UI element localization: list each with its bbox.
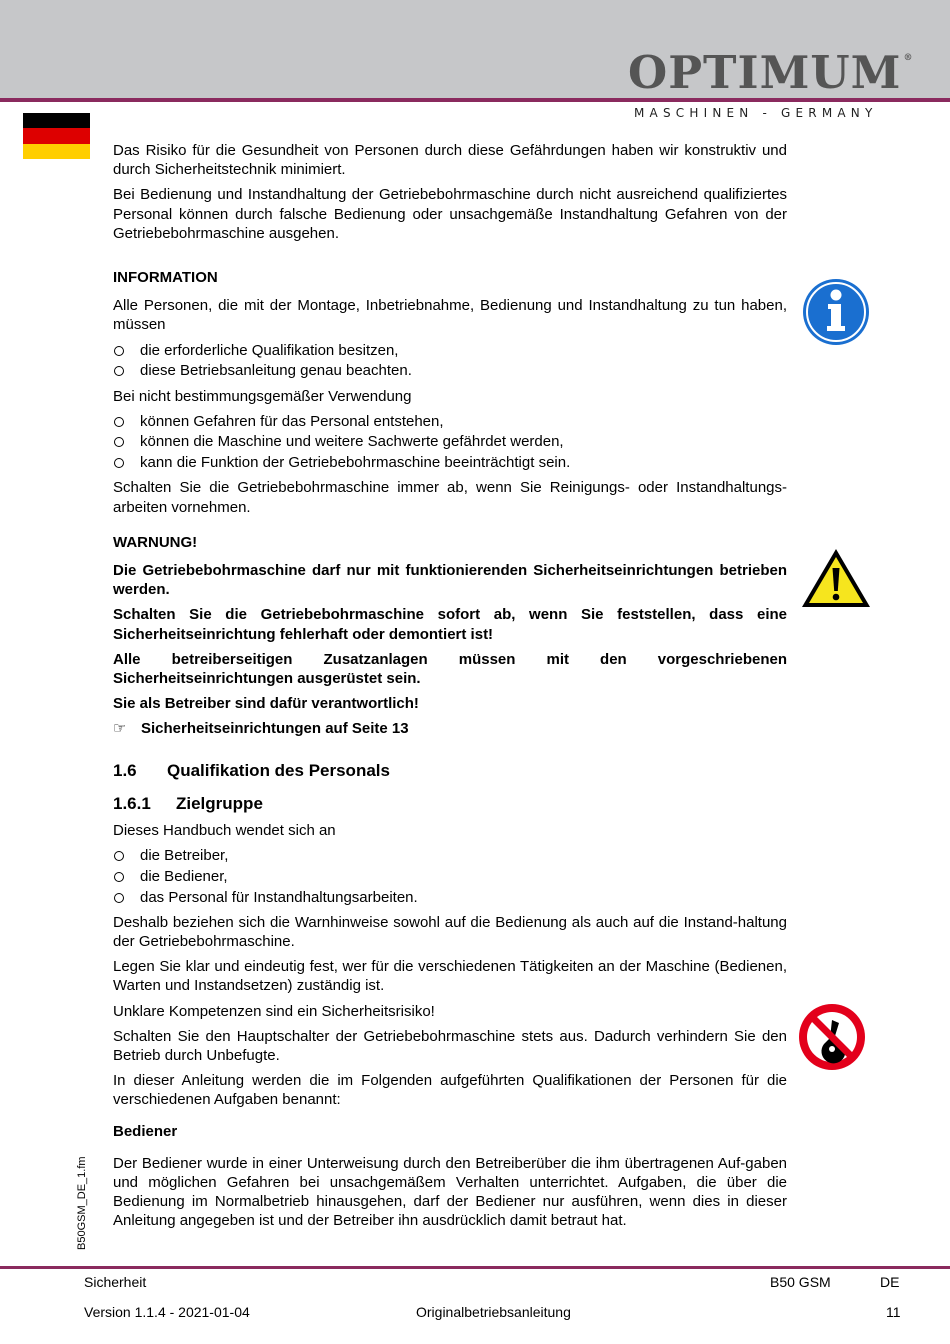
brand-logo: OPTIMUM ® [628,46,914,99]
warning-paragraph: Die Getriebebohrmaschine darf nur mit funktionierenden Sicherheitseinrichtungen betrieben werden. [113,561,787,599]
cross-reference[interactable] [113,719,787,738]
paragraph: Alle Personen, die mit der Montage, Inbetriebnahme, Bedienung und Instandhaltung zu tun haben, müssen [113,297,787,334]
warning-triangle-icon [800,546,872,610]
subsection-heading: 1.6.1 Zielgruppe [113,793,263,813]
paragraph: Dieses Handbuch wendet sich an [113,821,336,839]
paragraph: In dieser Anleitung werden die im Folgenden aufgeführten Qualifikationen der Personen für die verschiedenen Aufgaben benannt: [113,1072,787,1109]
footer-section: Sicherheit [84,1274,147,1290]
footer-model: B50 GSM [770,1274,831,1290]
brand-subtitle: MASCHINEN - GERMANY [634,106,878,120]
warning-heading: WARNUNG! [113,533,198,551]
section-heading: 1.6 Qualifikation des Personals [113,760,390,780]
list-item: die Betreiber, [113,846,787,865]
german-flag-icon [23,113,90,159]
list-item: können Gefahren für das Personal entstehen, [113,412,787,431]
paragraph: Unklare Kompetenzen sind ein Sicherheitsrisiko! [113,1002,435,1020]
info-list-2 [113,412,787,473]
warning-paragraph: Sie als Betreiber sind dafür verantwortlich! [113,695,419,713]
paragraph: Bei nicht bestimmungsgemäßer Verwendung [113,387,412,405]
page-number: 11 [886,1304,901,1320]
warning-paragraph: Schalten Sie die Getriebebohrmaschine sofort ab, wenn Sie feststellen, dass eine Sicherheitseinrichtung fehlerhaft oder demontiert ist! [113,606,787,643]
footer-divider [0,1266,950,1269]
footer-doc-type: Originalbetriebsanleitung [416,1304,571,1320]
paragraph: Schalten Sie den Hauptschalter der Getriebebohrmaschine stets aus. Dadurch verhindern Sie den Betrieb durch Unbefugte. [113,1027,787,1065]
side-file-label: B50GSM_DE_1.fm [76,1156,88,1250]
info-heading: INFORMATION [113,269,218,287]
paragraph: Das Risiko für die Gesundheit von Personen durch diese Gefährdungen haben wir konstruktiv und durch Sicherheitstechnik minimiert. [113,142,787,179]
cross-reference-text: Sicherheitseinrichtungen auf Seite 13 [141,720,409,738]
paragraph: Der Bediener wurde in einer Unterweisung durch den Betreiberüber die ihm übertragenen Auf-gaben und möglichen Gefahren bei unsachgemäßem Verhalten unterrichtet. Aufgaben, die über die Bedienung im Normalbetrieb hinausgehen, darf der Bediener nur ausführen, wenn dies in dieser Anleitung angegeben ist und der Betreiber ihn ausdrücklich damit betraut hat. [113,1154,787,1230]
footer-version: Version 1.1.4 - 2021-01-04 [84,1304,250,1320]
pointing-hand-icon: ☞ [113,720,127,738]
no-switching-icon [797,1002,867,1072]
list-item: können die Maschine und weitere Sachwerte gefährdet werden, [113,432,787,451]
list-item: die erforderliche Qualifikation besitzen, [113,341,787,360]
list-item: die Bediener, [113,867,787,886]
footer-language: DE [880,1274,900,1290]
operator-heading: Bediener [113,1122,178,1140]
paragraph: Legen Sie klar und eindeutig fest, wer für die verschiedenen Tätigkeiten an der Maschine (Bedienen, Warten und Instandsetzen) zuständig ist. [113,958,787,995]
list-item: das Personal für Instandhaltungsarbeiten. [113,888,787,907]
paragraph: Bei Bedienung und Instandhaltung der Getriebebohrmaschine durch nicht ausreichend qualifiziertes Personal können durch falsche Bedienung oder unsachgemäße Instandhaltung Gefahren von der Getriebebohrmaschine ausgehen. [113,186,787,242]
target-group-list [113,846,787,907]
paragraph: Deshalb beziehen sich die Warnhinweise sowohl auf die Bedienung als auch auf die Instand-haltung der Getriebebohrmaschine. [113,913,787,950]
warning-paragraph: Alle betreiberseitigen Zusatzanlagen müssen mit den vorgeschriebenen Sicherheitseinrichtungen ausgerüstet sein. [113,650,787,687]
list-item: kann die Funktion der Getriebebohrmaschine beeinträchtigt sein. [113,453,787,472]
paragraph: Schalten Sie die Getriebebohrmaschine immer ab, wenn Sie Reinigungs- oder Instandhaltungs-arbeiten vornehmen. [113,479,787,516]
list-item: diese Betriebsanleitung genau beachten. [113,361,787,380]
information-icon [802,278,870,346]
document-body [113,141,787,1237]
info-list-1 [113,341,787,381]
